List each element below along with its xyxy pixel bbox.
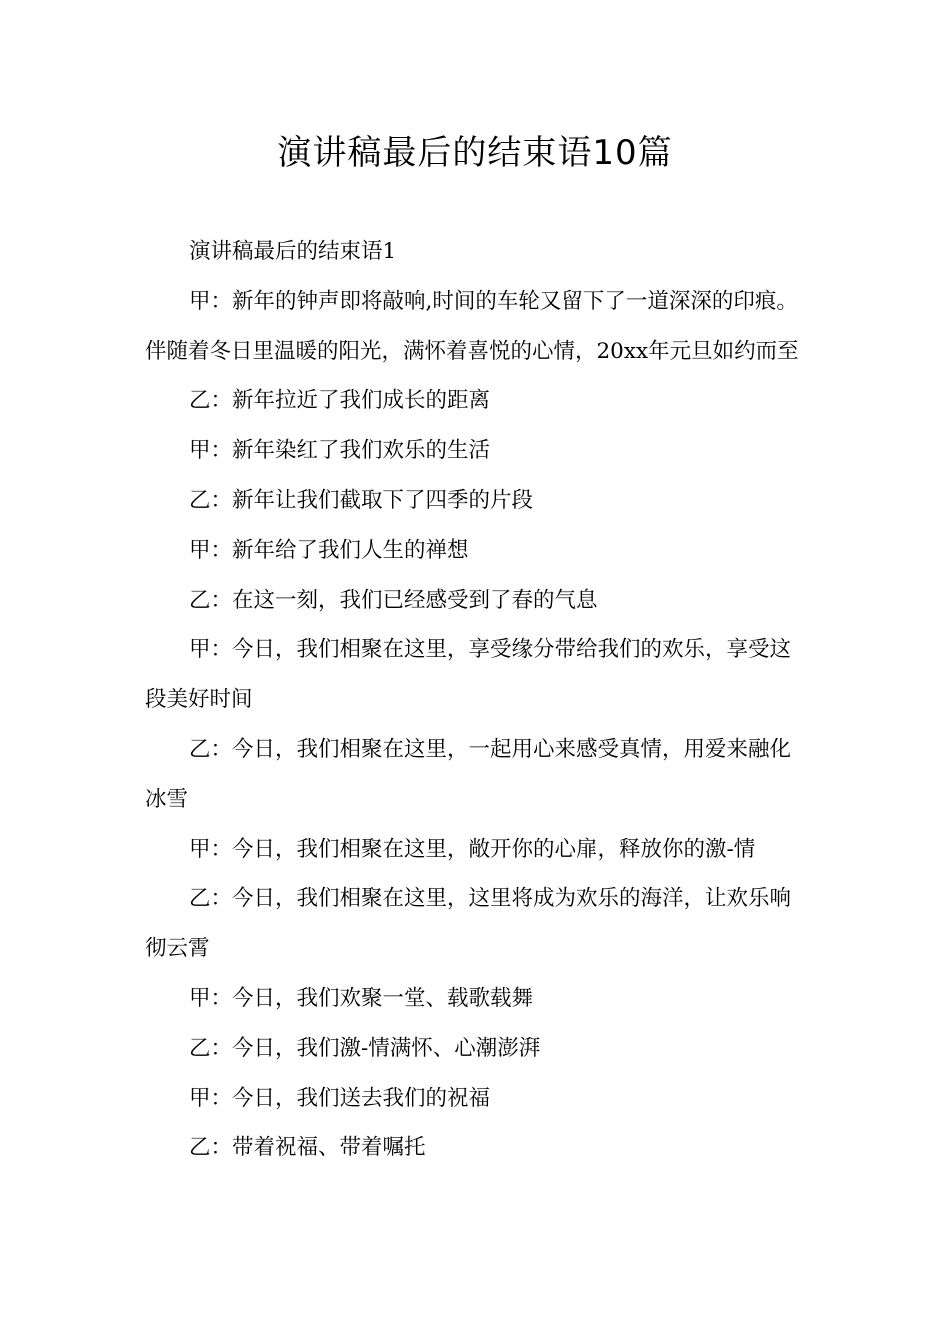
dialogue-line: 乙：今日，我们相聚在这里，这里将成为欢乐的海洋，让欢乐响彻云霄 <box>145 886 792 962</box>
section-heading: 演讲稿最后的结束语1 <box>189 239 397 264</box>
dialogue-line: 甲：新年的钟声即将敲响,时间的车轮又留下了一道深深的印痕。伴随着冬日里温暖的阳光，满怀着喜悦的心情，20xx年元旦如约而至 <box>145 288 799 364</box>
dialogue-line: 乙：新年让我们截取下了四季的片段 <box>189 487 534 513</box>
dialogue-line: 甲：今日，我们送去我们的祝福 <box>189 1085 491 1111</box>
dialogue-line: 甲：今日，我们欢聚一堂、载歌载舞 <box>189 985 534 1011</box>
dialogue-line: 乙：新年拉近了我们成长的距离 <box>189 388 491 414</box>
dialogue-line: 甲：今日，我们相聚在这里，享受缘分带给我们的欢乐，享受这段美好时间 <box>145 637 792 713</box>
dialogue-line: 乙：在这一刻，我们已经感受到了春的气息 <box>189 587 598 613</box>
dialogue-line: 乙：今日，我们激-情满怀、心潮澎湃 <box>189 1035 541 1061</box>
dialogue-line: 甲：新年给了我们人生的禅想 <box>189 537 469 563</box>
document-title: 演讲稿最后的结束语10篇 <box>277 133 673 173</box>
dialogue-line: 甲：新年染红了我们欢乐的生活 <box>189 438 491 464</box>
dialogue-line: 乙：今日，我们相聚在这里，一起用心来感受真情，用爱来融化冰雪 <box>145 736 792 812</box>
dialogue-line: 甲：今日，我们相聚在这里，敞开你的心扉，释放你的激-情 <box>189 836 756 862</box>
dialogue-line: 乙：带着祝福、带着嘱托 <box>189 1135 426 1161</box>
document-body <box>145 227 810 1173</box>
